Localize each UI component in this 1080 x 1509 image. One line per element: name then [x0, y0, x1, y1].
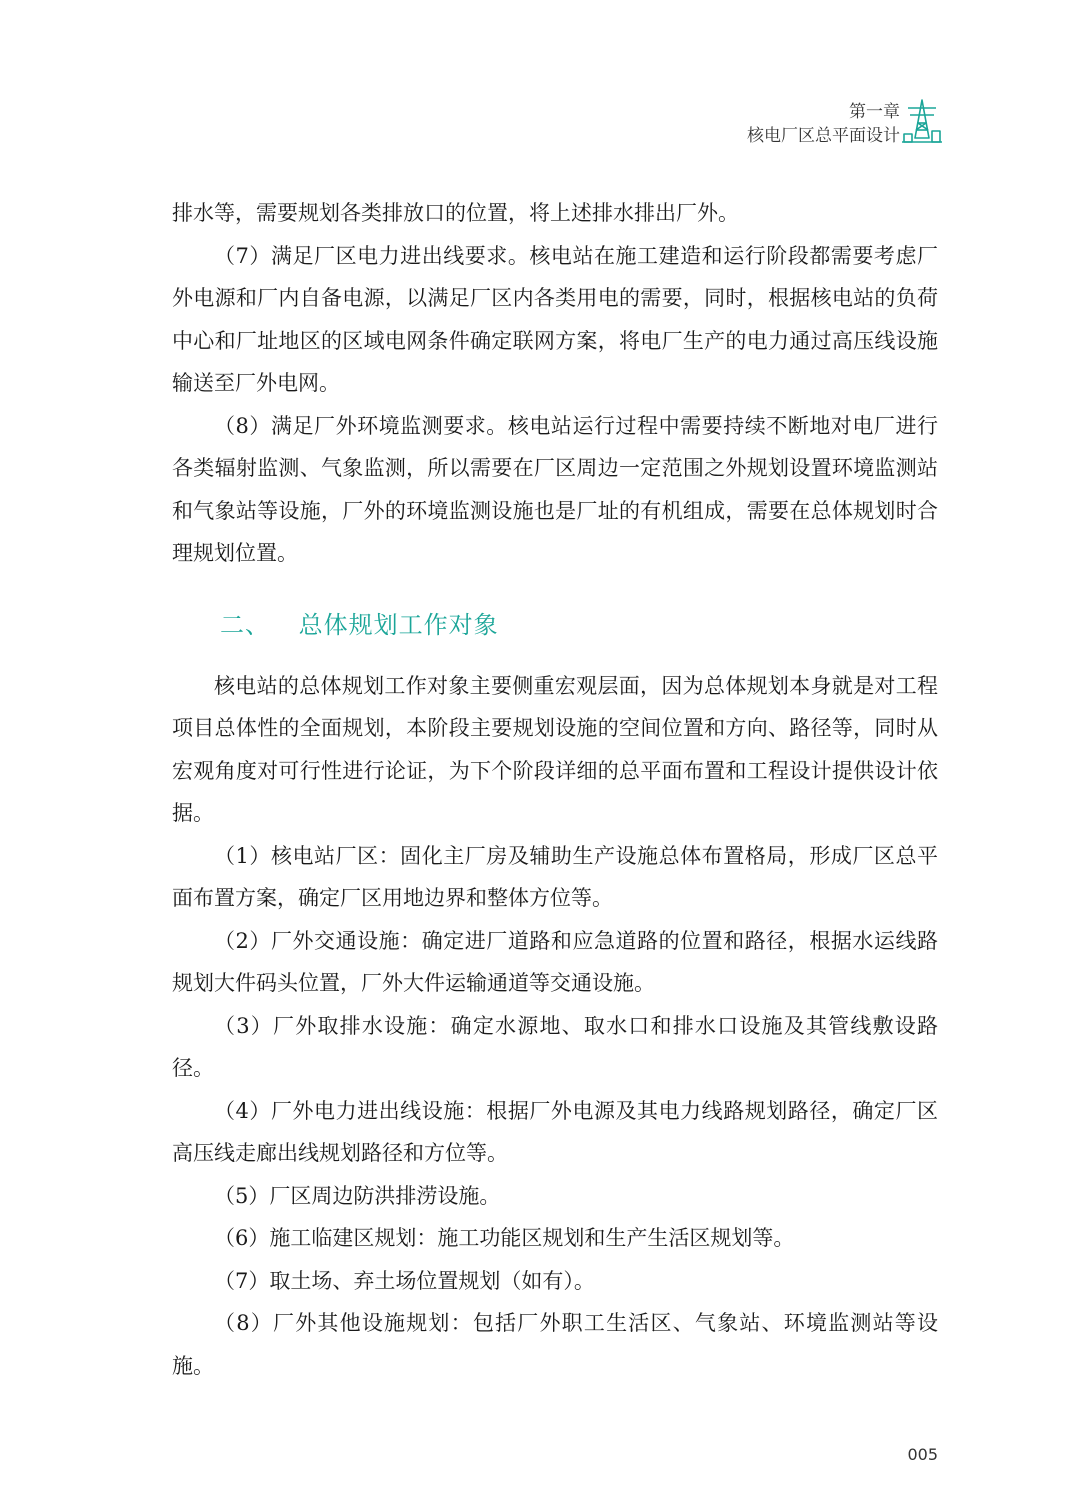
- page-body: [172, 192, 938, 1387]
- section-heading: [220, 605, 938, 645]
- paragraph: （8）厂外其他设施规划：包括厂外职工生活区、气象站、环境监测站等设施。: [172, 1311, 938, 1378]
- paragraph: （3）厂外取排水设施：确定水源地、取水口和排水口设施及其管线敷设路径。: [172, 1013, 938, 1080]
- paragraph: （7）取土场、弃土场位置规划（如有）。: [214, 1268, 595, 1293]
- page-number: 005: [907, 1445, 938, 1464]
- chapter-title: 核电厂区总平面设计: [747, 126, 900, 146]
- paragraph: 核电站的总体规划工作对象主要侧重宏观层面，因为总体规划本身就是对工程项目总体性的全面规划，本阶段主要规划设施的空间位置和方向、路径等，同时从宏观角度对可行性进行论证，为下个阶段详细的总平面布置和工程设计提供设计依据。: [172, 673, 938, 825]
- paragraph: 排水等，需要规划各类排放口的位置，将上述排水排出厂外。: [172, 201, 739, 225]
- power-tower-icon: [902, 98, 942, 144]
- section-number: 二、: [220, 610, 270, 639]
- chapter-label: 第一章: [849, 102, 900, 122]
- paragraph: （1）核电站厂区：固化主厂房及辅助生产设施总体布置格局，形成厂区总平面布置方案，确定厂区用地边界和整体方位等。: [172, 843, 938, 910]
- paragraph: （7）满足厂区电力进出线要求。核电站在施工建造和运行阶段都需要考虑厂外电源和厂内自备电源，以满足厂区内各类用电的需要，同时，根据核电站的负荷中心和厂址地区的区域电网条件确定联网方案，将电厂生产的电力通过高压线设施输送至厂外电网。: [172, 243, 938, 395]
- running-header: [747, 100, 900, 148]
- paragraph: （8）满足厂外环境监测要求。核电站运行过程中需要持续不断地对电厂进行各类辐射监测、气象监测，所以需要在厂区周边一定范围之外规划设置环境监测站和气象站等设施，厂外的环境监测设施也是厂址的有机组成，需要在总体规划时合理规划位置。: [172, 413, 938, 565]
- paragraph: （5）厂区周边防洪排涝设施。: [214, 1183, 501, 1208]
- section-title: 总体规划工作对象: [298, 610, 499, 639]
- paragraph: （6）施工临建区规划：施工功能区规划和生产生活区规划等。: [214, 1226, 795, 1250]
- paragraph: （4）厂外电力进出线设施：根据厂外电源及其电力线路规划路径，确定厂区高压线走廊出线规划路径和方位等。: [172, 1098, 938, 1165]
- paragraph: （2）厂外交通设施：确定进厂道路和应急道路的位置和路径，根据水运线路规划大件码头位置，厂外大件运输通道等交通设施。: [172, 928, 938, 995]
